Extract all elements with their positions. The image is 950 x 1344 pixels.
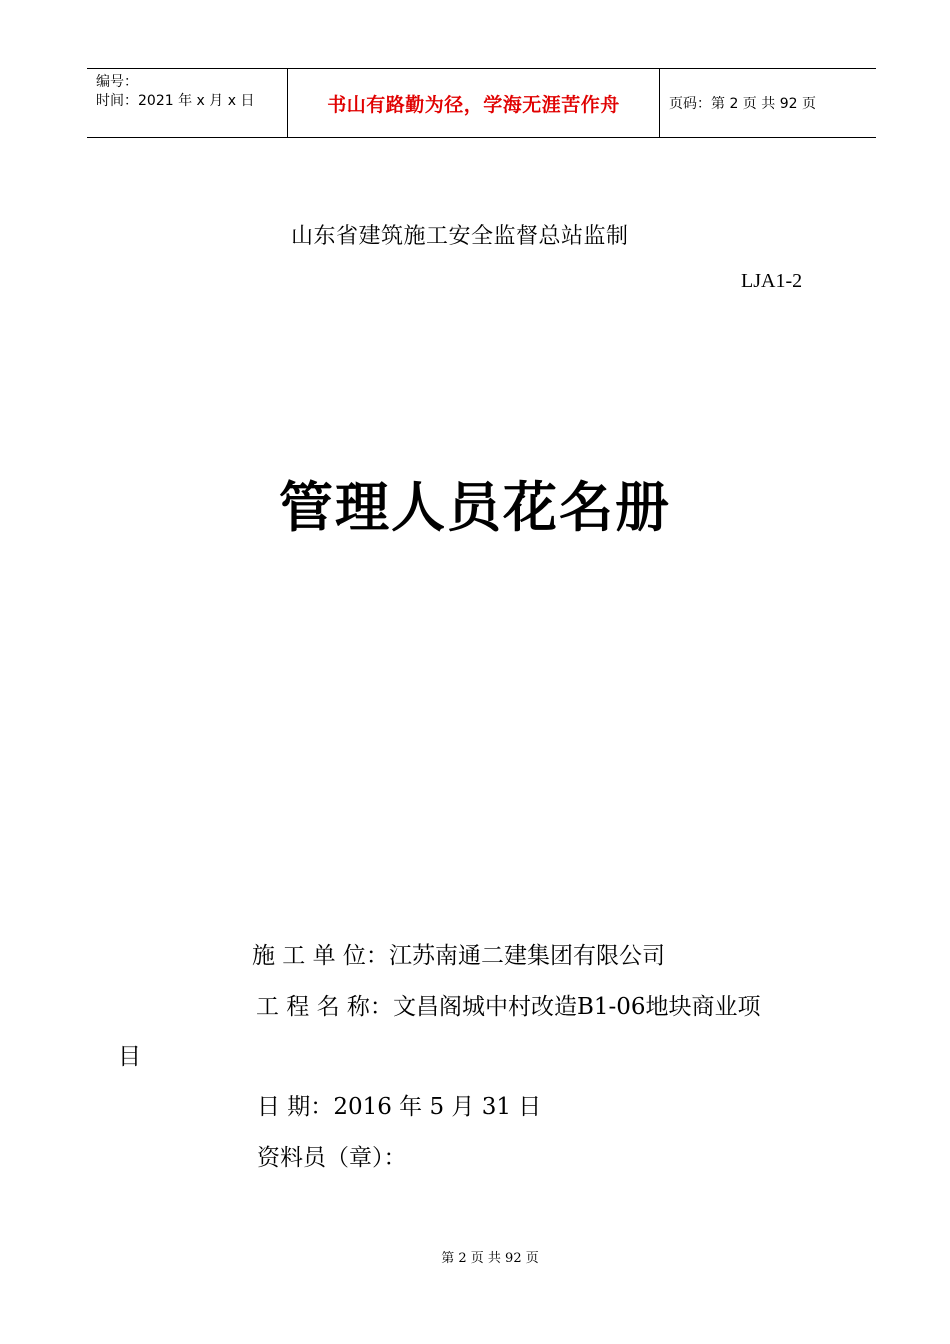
project-label: 工 程 名 称： bbox=[256, 994, 393, 1020]
date-value: 2016 年 5 月 31 日 bbox=[333, 1094, 542, 1120]
header-page-info: 页码：第 2 页 共 92 页 bbox=[669, 96, 816, 112]
header-motto-cell bbox=[287, 69, 660, 137]
serial-label: 编号： bbox=[96, 74, 138, 90]
form-code: LJA1-2 bbox=[741, 270, 803, 292]
project-value: 文昌阁城中村改造B1-06地块商业项 bbox=[392, 994, 761, 1020]
clerk-label: 资料员（章）： bbox=[257, 1145, 407, 1171]
date-label: 日 期： bbox=[257, 1094, 334, 1120]
motto-text: 书山有路勤为径，学海无涯苦作舟 bbox=[327, 93, 620, 116]
supervisor-text: 山东省建筑施工安全监督总站监制 bbox=[291, 224, 629, 249]
project-row bbox=[256, 993, 761, 1021]
company-row bbox=[252, 942, 665, 970]
footer-page-number: 第 2 页 共 92 页 bbox=[441, 1251, 539, 1266]
date-row bbox=[257, 1093, 541, 1121]
document-title: 管理人员花名册 bbox=[279, 476, 671, 539]
time-label: 时间：2021 年 x 月 x 日 bbox=[96, 93, 255, 109]
company-value: 江苏南通二建集团有限公司 bbox=[388, 943, 665, 969]
header-page-cell bbox=[660, 69, 876, 137]
header-table bbox=[87, 68, 876, 138]
header-meta-cell bbox=[87, 69, 287, 137]
project-value-wrap: 目 bbox=[118, 1044, 141, 1070]
clerk-row bbox=[257, 1144, 407, 1172]
company-label: 施 工 单 位： bbox=[252, 943, 389, 969]
